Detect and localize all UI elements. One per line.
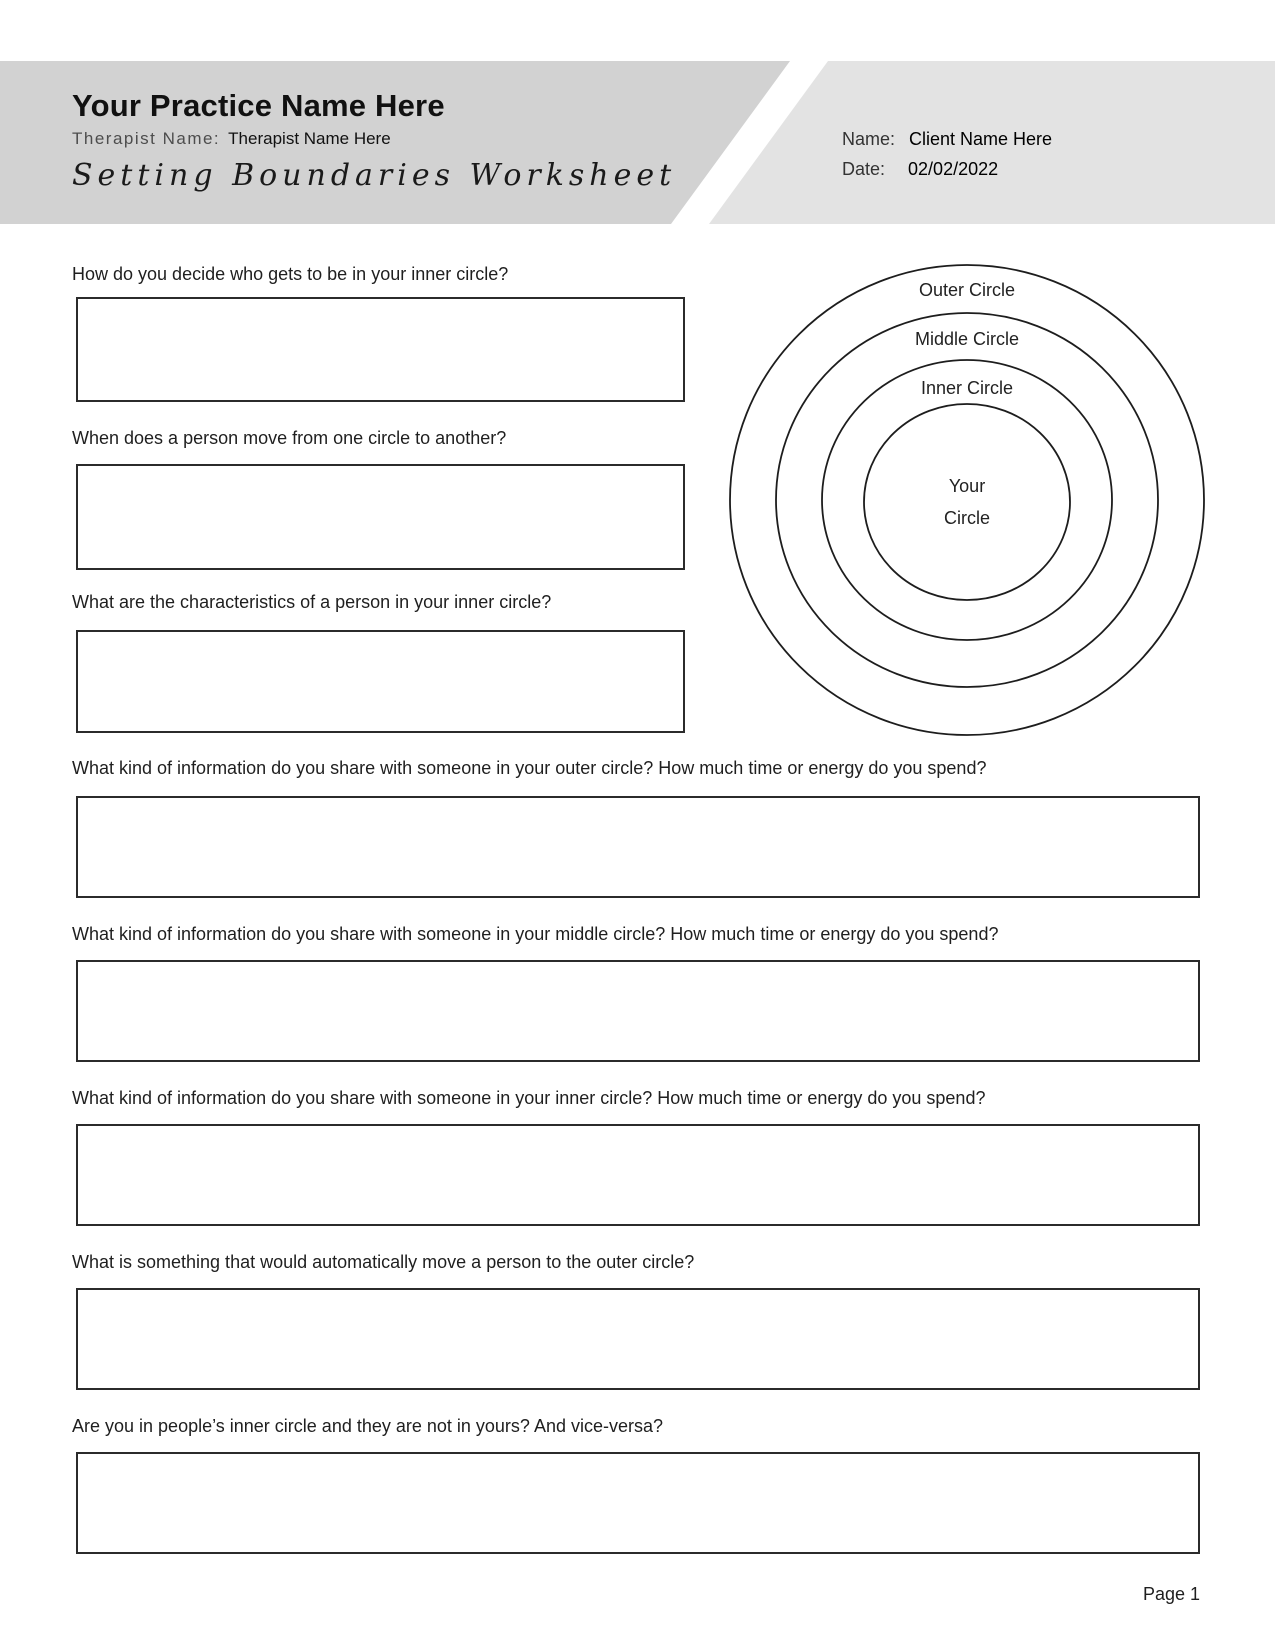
question-label-1: How do you decide who gets to be in your inner circle? xyxy=(72,264,509,284)
therapist-line xyxy=(72,129,391,149)
date-label: Date: xyxy=(842,159,886,179)
question-label-3: What are the characteristics of a person in your inner circle? xyxy=(72,592,552,612)
client-name-value: Client Name Here xyxy=(909,129,1053,149)
worksheet-title: Setting Boundaries Worksheet xyxy=(72,158,677,193)
inner-circle-label: Inner Circle xyxy=(920,378,1014,398)
question-label-6: What kind of information do you share with someone in your inner circle? How much time or energy do you spend? xyxy=(72,1088,986,1108)
question-label-5: What kind of information do you share with someone in your middle circle? How much time or energy do you spend? xyxy=(72,924,999,944)
inner-circle-ring xyxy=(822,360,1112,640)
answer-box-7[interactable] xyxy=(76,1288,1200,1390)
date-row xyxy=(842,159,998,180)
your-circle-label-line2: Circle xyxy=(943,508,991,528)
circles-diagram xyxy=(660,230,1220,750)
practice-name: Your Practice Name Here xyxy=(72,88,445,123)
answer-box-1[interactable] xyxy=(76,297,685,402)
question-label-7: What is something that would automatically move a person to the outer circle? xyxy=(72,1252,695,1272)
outer-circle-label: Outer Circle xyxy=(918,280,1016,300)
question-label-2: When does a person move from one circle to another? xyxy=(72,428,507,448)
question-label-4: What kind of information do you share with someone in your outer circle? How much time or energy do you spend? xyxy=(72,758,987,778)
client-name-label: Name: xyxy=(842,129,896,149)
your-circle-label-line1: Your xyxy=(948,476,986,496)
therapist-name-value: Therapist Name Here xyxy=(228,129,391,148)
question-label-8: Are you in people’s inner circle and they are not in yours? And vice-versa? xyxy=(72,1416,664,1436)
your-circle-ring xyxy=(864,404,1070,600)
answer-box-4[interactable] xyxy=(76,796,1200,898)
page-number: Page 1 xyxy=(1142,1584,1200,1604)
answer-box-3[interactable] xyxy=(76,630,685,733)
middle-circle-label: Middle Circle xyxy=(914,329,1020,349)
therapist-name-label: Therapist Name: xyxy=(72,129,221,148)
answer-box-6[interactable] xyxy=(76,1124,1200,1226)
answer-box-5[interactable] xyxy=(76,960,1200,1062)
answer-box-2[interactable] xyxy=(76,464,685,570)
middle-circle-ring xyxy=(776,313,1158,687)
answer-box-8[interactable] xyxy=(76,1452,1200,1554)
client-name-row xyxy=(842,129,1052,150)
date-value: 02/02/2022 xyxy=(908,159,999,179)
